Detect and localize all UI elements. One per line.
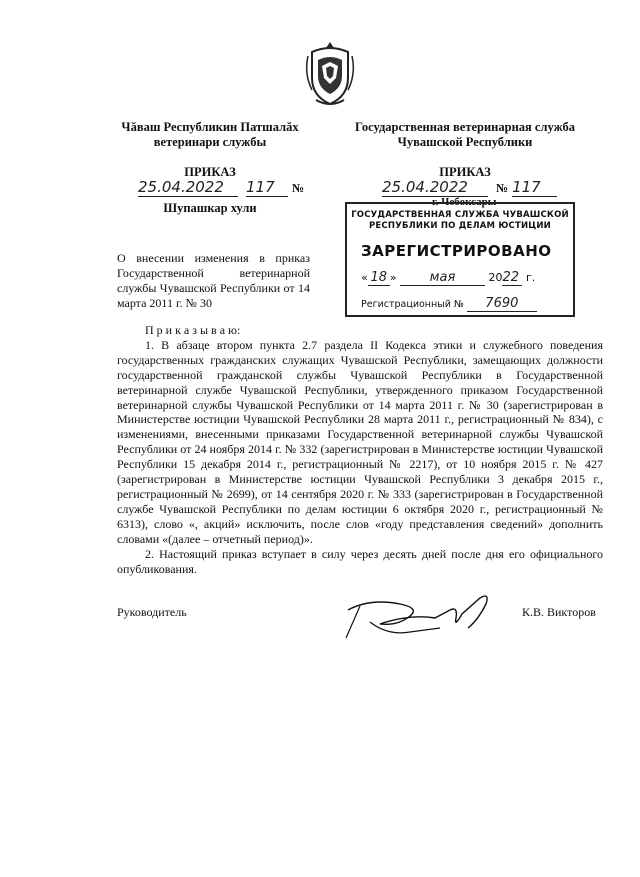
right-number-sign: №	[496, 181, 509, 195]
signatory-position: Руководитель	[117, 605, 187, 619]
stamp-reg-label: Регистрационный №	[361, 299, 464, 310]
left-date: 25.04.2022	[138, 178, 238, 197]
stamp-year-end: г.	[525, 271, 536, 284]
order-paragraph-2: 2. Настоящий приказ вступает в силу через десять дней после дня его официального опубликования.	[117, 546, 603, 576]
left-city: Шупашкар хули	[163, 201, 257, 215]
left-date-number-line	[138, 178, 313, 198]
left-number-sign: №	[292, 181, 305, 195]
stamp-reg-number: 7690	[467, 296, 537, 312]
left-org-name: Чăваш Республикин Патшалăх ветеринари службы	[121, 120, 299, 149]
left-prikaz-title: ПРИКАЗ	[184, 165, 236, 179]
registration-stamp	[345, 202, 575, 317]
left-number: 117	[246, 178, 288, 197]
handwritten-signature	[340, 588, 500, 643]
signatory-name: К.В. Викторов	[522, 605, 596, 619]
right-date: 25.04.2022	[382, 178, 488, 197]
right-number: 117	[512, 178, 557, 197]
stamp-title: ЗАРЕГИСТРИРОВАНО	[361, 242, 552, 260]
right-org-name: Государственная ветеринарная служба Чувашской Республики	[355, 120, 575, 149]
stamp-month: мая	[400, 270, 485, 286]
order-intro: П р и к а з ы в а ю:	[145, 323, 241, 337]
order-subject: О внесении изменения в приказ Государственной ветеринарной службы Чувашской Республики от 14 марта 2011 г. № 30	[117, 251, 310, 310]
order-paragraph-1: 1. В абзаце втором пункта 2.7 раздела II Кодекса этики и служебного поведения государственных гражданских служащих Чувашской Республики, замещающих должности государственной гражданской службы Чувашской Республики в Государственной ветеринарной службе Чувашской Республики, утвержденного приказом Государственной ветеринарной службы Чувашской Республики от 14 марта 2011 г. № 30 (зарегистрирован в Министерстве юстиции Чувашской Республики 28 марта 2011 г., регистрационный № 834), с изменениями, внесенными приказами Государственной ветеринарной службы Чувашской Республики от 24 ноября 2014 г. № 332 (зарегистрирован в Министерстве юстиции Чувашской Республики 15 декабря 2014 г., регистрационный № 2217), от 10 ноября 2015 г. № 427 (зарегистрирован в Министерстве юстиции Чувашской Республики 3 декабря 2015 г., регистрационный № 2699), от 14 сентября 2020 г. № 333 (зарегистрирован в Государственной службе Чувашской Республики по делам юстиции 6 октября 2020 г., регистрационный № 6313), слово «, акций» исключить, после слов «году представления сведений» дополнить словами «(далее – отчетный период)».	[117, 337, 603, 546]
stamp-reg-line	[361, 296, 537, 312]
stamp-year-suffix: 22	[502, 270, 522, 286]
coat-of-arms-emblem	[300, 38, 360, 110]
right-date-number-line	[382, 178, 582, 198]
order-body	[117, 323, 603, 576]
stamp-day: 18	[368, 270, 390, 286]
right-city: г. Чебоксары	[432, 196, 497, 208]
right-prikaz-title: ПРИКАЗ	[439, 165, 491, 179]
stamp-org: ГОСУДАРСТВЕННАЯ СЛУЖБА ЧУВАШСКОЙ РЕСПУБЛИКИ ПО ДЕЛАМ ЮСТИЦИИ	[351, 210, 569, 231]
stamp-year-prefix: 20	[488, 271, 503, 284]
stamp-date: « 18 » мая 2022 г.	[361, 270, 536, 285]
